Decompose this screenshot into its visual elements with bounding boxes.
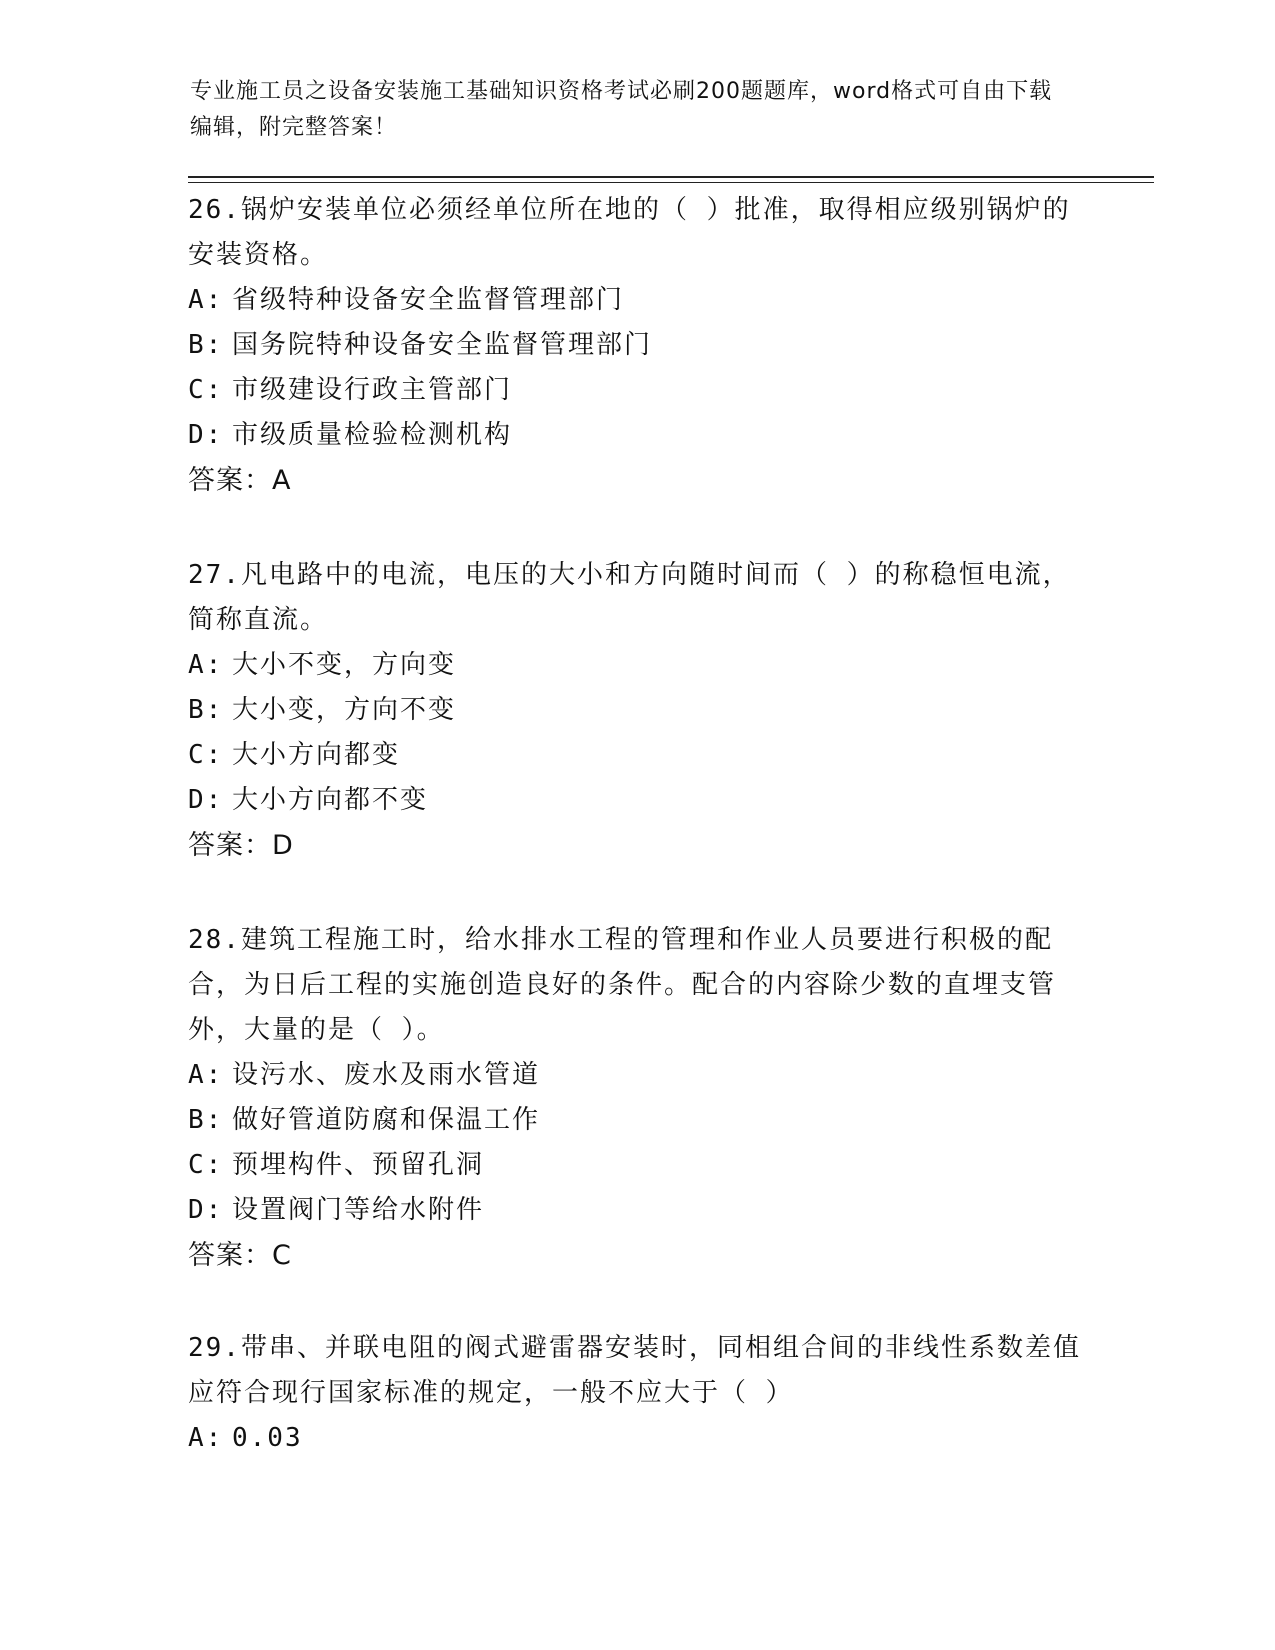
option-text: 市级建设行政主管部门 bbox=[232, 375, 513, 405]
question-stem: 27.凡电路中的电流，电压的大小和方向随时间而（ ）的称稳恒电流，简称直流。 bbox=[188, 560, 1071, 635]
document-header: 专业施工员之设备安装施工基础知识资格考试必刷200题题库，word格式可自由下载编辑，附完整答案！ bbox=[190, 79, 1053, 140]
option-label: A: bbox=[188, 650, 224, 680]
answer-line: 答案：A bbox=[188, 465, 292, 496]
option-d bbox=[188, 413, 1088, 458]
question-29 bbox=[188, 1326, 1088, 1461]
option-c bbox=[188, 368, 1088, 413]
option-label: D: bbox=[188, 420, 224, 450]
answer-line: 答案：D bbox=[188, 830, 294, 861]
option-text: 大小变，方向不变 bbox=[232, 695, 457, 725]
option-text: 省级特种设备安全监督管理部门 bbox=[232, 285, 625, 315]
option-b bbox=[188, 688, 1088, 733]
option-label: A: bbox=[188, 1423, 224, 1453]
option-label: D: bbox=[188, 1195, 224, 1225]
option-text: 大小方向都不变 bbox=[232, 785, 429, 815]
option-a bbox=[188, 278, 1088, 323]
option-text: 市级质量检验检测机构 bbox=[232, 420, 513, 450]
option-c bbox=[188, 1143, 1088, 1188]
answer-line: 答案：C bbox=[188, 1240, 292, 1271]
option-text: 大小方向都变 bbox=[232, 740, 401, 770]
option-a bbox=[188, 643, 1088, 688]
question-27 bbox=[188, 553, 1088, 868]
option-label: B: bbox=[188, 1105, 224, 1135]
question-26 bbox=[188, 188, 1088, 503]
header-divider bbox=[188, 176, 1154, 178]
header-divider-thin bbox=[188, 182, 1154, 183]
option-text: 做好管道防腐和保温工作 bbox=[232, 1105, 541, 1135]
option-a bbox=[188, 1053, 1088, 1098]
option-text: 预埋构件、预留孔洞 bbox=[232, 1150, 485, 1180]
question-28 bbox=[188, 918, 1088, 1278]
option-text: 设污水、废水及雨水管道 bbox=[232, 1060, 541, 1090]
option-b bbox=[188, 1098, 1088, 1143]
option-label: A: bbox=[188, 1060, 224, 1090]
option-label: B: bbox=[188, 330, 224, 360]
option-c bbox=[188, 733, 1088, 778]
option-label: D: bbox=[188, 785, 224, 815]
option-label: C: bbox=[188, 740, 224, 770]
question-stem: 28.建筑工程施工时，给水排水工程的管理和作业人员要进行积极的配合，为日后工程的实施创造良好的条件。配合的内容除少数的直埋支管外，大量的是（ ）。 bbox=[188, 925, 1057, 1045]
option-text: 国务院特种设备安全监督管理部门 bbox=[232, 330, 653, 360]
option-d bbox=[188, 1188, 1088, 1233]
option-label: B: bbox=[188, 695, 224, 725]
option-b bbox=[188, 323, 1088, 368]
option-text: 设置阀门等给水附件 bbox=[232, 1195, 485, 1225]
question-stem: 29.带串、并联电阻的阀式避雷器安装时，同相组合间的非线性系数差值应符合现行国家标准的规定，一般不应大于（ ） bbox=[188, 1333, 1081, 1408]
option-text: 大小不变，方向变 bbox=[232, 650, 457, 680]
option-label: A: bbox=[188, 285, 224, 315]
option-d bbox=[188, 778, 1088, 823]
option-label: C: bbox=[188, 375, 224, 405]
option-label: C: bbox=[188, 1150, 224, 1180]
option-text: 0.03 bbox=[232, 1423, 303, 1453]
option-a bbox=[188, 1416, 1088, 1461]
question-stem: 26.锅炉安装单位必须经单位所在地的（ ）批准，取得相应级别锅炉的安装资格。 bbox=[188, 195, 1071, 270]
